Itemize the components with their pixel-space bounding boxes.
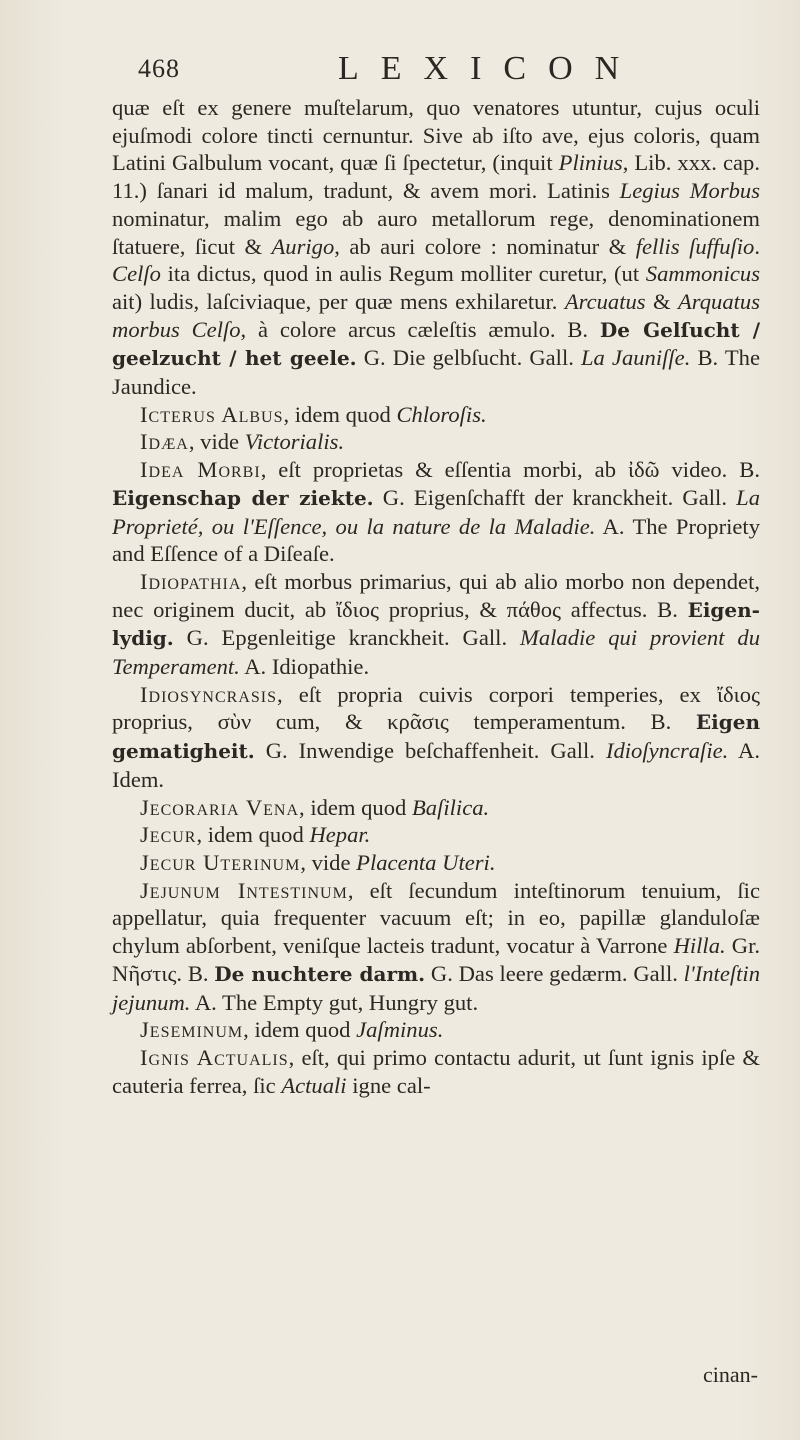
- entry-text: &: [645, 288, 678, 314]
- entry-italic: Legius Morbus: [619, 178, 760, 204]
- entry-text: quæ eſt ex genere muſtelarum, quo venatores utuntur, cujus oculi ejuſmodi colore tincti cernuntur. Sive ab iſto ave, ejus coloris, quam Latini Galbulum vocant, quæ ſi ſpectetur, (inquit: [112, 95, 760, 176]
- entry-headword: Jecur: [140, 822, 197, 848]
- entry-italic: La Proprieté, ou l'Eſſence, ou la nature de la Maladie.: [112, 484, 760, 539]
- entry-jejunum-intestinum: [112, 877, 760, 1017]
- entry-text: A. Idem.: [112, 738, 760, 792]
- entry-italic: Sammonicus: [645, 261, 760, 287]
- entry-italic: Arcuatus: [564, 288, 646, 314]
- entry-text: G. Epgenleitige kranckheit. Gall.: [173, 625, 521, 651]
- entry-text: , eſt propria cuivis corpori temperies, ex ἴδιος proprius, σὺν cum, & κρᾶσις temperamentum. B.: [112, 681, 760, 735]
- entry-text: G. Eigenſchafft der kranckheit. Gall.: [373, 484, 737, 510]
- entry-italic: Placenta Uteri.: [356, 849, 496, 875]
- catchword: cinan-: [703, 1362, 758, 1387]
- entry-headword: Jecur Uterinum: [140, 849, 301, 875]
- entry-text: B. The Jaundice.: [112, 345, 760, 400]
- entry-text: , à colore arcus cæleſtis æmulo. B.: [240, 316, 600, 342]
- entry-text: A. The Empty gut, Hungry gut.: [190, 989, 479, 1015]
- entry-blackletter: De Gelſucht / geelzucht / het geele.: [112, 317, 761, 371]
- running-head: LEXICON: [338, 50, 642, 87]
- entry-blackletter: Eigen-lydig.: [112, 597, 760, 651]
- entry-text: , idem quod: [196, 822, 310, 848]
- entry-text: nominatur, malim ego ab auro metallorum rege, denominationem ſtatuere, ſicut &: [112, 205, 760, 259]
- entry-text: , ab auri colore : nominatur &: [334, 233, 636, 259]
- entry-text: .: [754, 233, 761, 259]
- entry-ignis-actualis: [112, 1044, 760, 1099]
- entry-italic: Hilla.: [673, 933, 726, 959]
- entry-italic: Idioſyncraſie.: [605, 738, 729, 764]
- entry-italic: Baſilica.: [411, 794, 490, 820]
- entry-italic: fellis ſuffuſio: [635, 233, 755, 259]
- entry-italic: La Jauniſſe.: [580, 345, 691, 371]
- entry-italic: Plinius: [558, 150, 623, 176]
- entry-jeseminum: [112, 1016, 760, 1044]
- entry-idea-morbi: [112, 456, 760, 568]
- entry-text: G. Inwendige beſchaffenheit. Gall.: [254, 738, 606, 764]
- entry-headword: Jeseminum: [140, 1017, 244, 1043]
- entry-text: , idem quod: [299, 794, 412, 820]
- entry-headword: Ignis Actualis: [140, 1044, 289, 1070]
- entry-text: G. Das leere gedærm. Gall.: [425, 960, 684, 986]
- entry-italic: Jaſminus.: [356, 1017, 444, 1043]
- entry-text: , vide: [300, 849, 357, 875]
- entry-italic: Hepar.: [309, 822, 371, 848]
- entry-italic: l'Inteſtin jejunum.: [112, 960, 760, 1015]
- entry-text: Gr. Νῆστις. B.: [112, 933, 760, 986]
- entry-text: A. The Propriety and Eſſence of a Diſeaſe.: [112, 513, 761, 567]
- entry-text: ait) ludis, laſciviaque, per quæ mens exhilaretur.: [112, 288, 565, 314]
- entry-idiosyncrasis: [112, 681, 760, 794]
- entry-headword: Idæa: [140, 429, 189, 455]
- entry-text: , vide: [188, 429, 245, 455]
- entry-italic: Victorialis.: [244, 429, 345, 455]
- entry-icterus-albus: [112, 401, 760, 429]
- entry-text: , eſt ſecundum inteſtinorum tenuium, ſic appellatur, quia frequenter vacuum eſt; in eo, papillæ glanduloſæ chylum abſorbent, veniſque lacteis tradunt, vocatur à Varrone: [112, 877, 760, 959]
- entry-blackletter: Eigen gematigheit.: [112, 710, 760, 764]
- entry-italic: Actuali: [281, 1072, 347, 1098]
- lexicon-body: [112, 94, 760, 1099]
- entry-italic: Arquatus morbus Celſo: [112, 288, 760, 342]
- entry-text: , eſt morbus primarius, qui ab alio morbo non dependet, nec originem ducit, ab ἴδιος proprius, & πάθος affectus. B.: [112, 568, 760, 622]
- entry-text: , eſt, qui primo contactu adurit, ut ſunt ignis ipſe & cauteria ferrea, ſic: [112, 1044, 760, 1098]
- page-number: 468: [138, 54, 180, 83]
- entry-headword: Idea Morbi: [140, 457, 261, 483]
- page-header: [138, 48, 758, 94]
- entry-headword: Idiosyncrasis: [140, 681, 277, 707]
- entry-text: , Lib. xxx. cap. 11.) ſanari id malum, tradunt, & avem mori. Latinis: [112, 150, 760, 204]
- entry-jecoraria-vena: [112, 794, 760, 822]
- entry-blackletter: Eigenschap der ziekte.: [112, 485, 374, 510]
- entry-headword: Idiopathia: [140, 568, 242, 594]
- entry-jecur-uterinum: [112, 849, 760, 877]
- entry-text: igne cal-: [346, 1072, 431, 1098]
- entry-idaea: [112, 428, 760, 456]
- entry-headword: Icterus Albus: [140, 401, 284, 427]
- entry-text: G. Die gelbſucht. Gall.: [356, 345, 581, 371]
- entry-text: ita dictus, quod in aulis Regum molliter curetur, (ut: [160, 261, 646, 287]
- entry-text: , idem quod: [243, 1017, 357, 1043]
- entry-jecur: [112, 821, 760, 849]
- entry-headword: Jejunum Intestinum: [140, 877, 348, 903]
- entry-text: , idem quod: [283, 401, 397, 427]
- entry-headword: Jecoraria Vena: [140, 794, 300, 820]
- entry-blackletter: De nuchtere darm.: [214, 961, 426, 986]
- entry-italic: Maladie qui provient du Temperament.: [112, 625, 760, 680]
- entry-italic: Chloroſis.: [396, 401, 487, 427]
- entry-text: A. Idiopathie.: [239, 654, 370, 680]
- entry-italic: Aurigo: [271, 233, 335, 259]
- entry-idiopathia: [112, 568, 760, 681]
- entry-italic: Celſo: [112, 261, 161, 287]
- entry-icterus-continued: [112, 94, 760, 401]
- entry-text: , eſt proprietas & eſſentia morbi, ab ἰδῶ video. B.: [260, 457, 761, 483]
